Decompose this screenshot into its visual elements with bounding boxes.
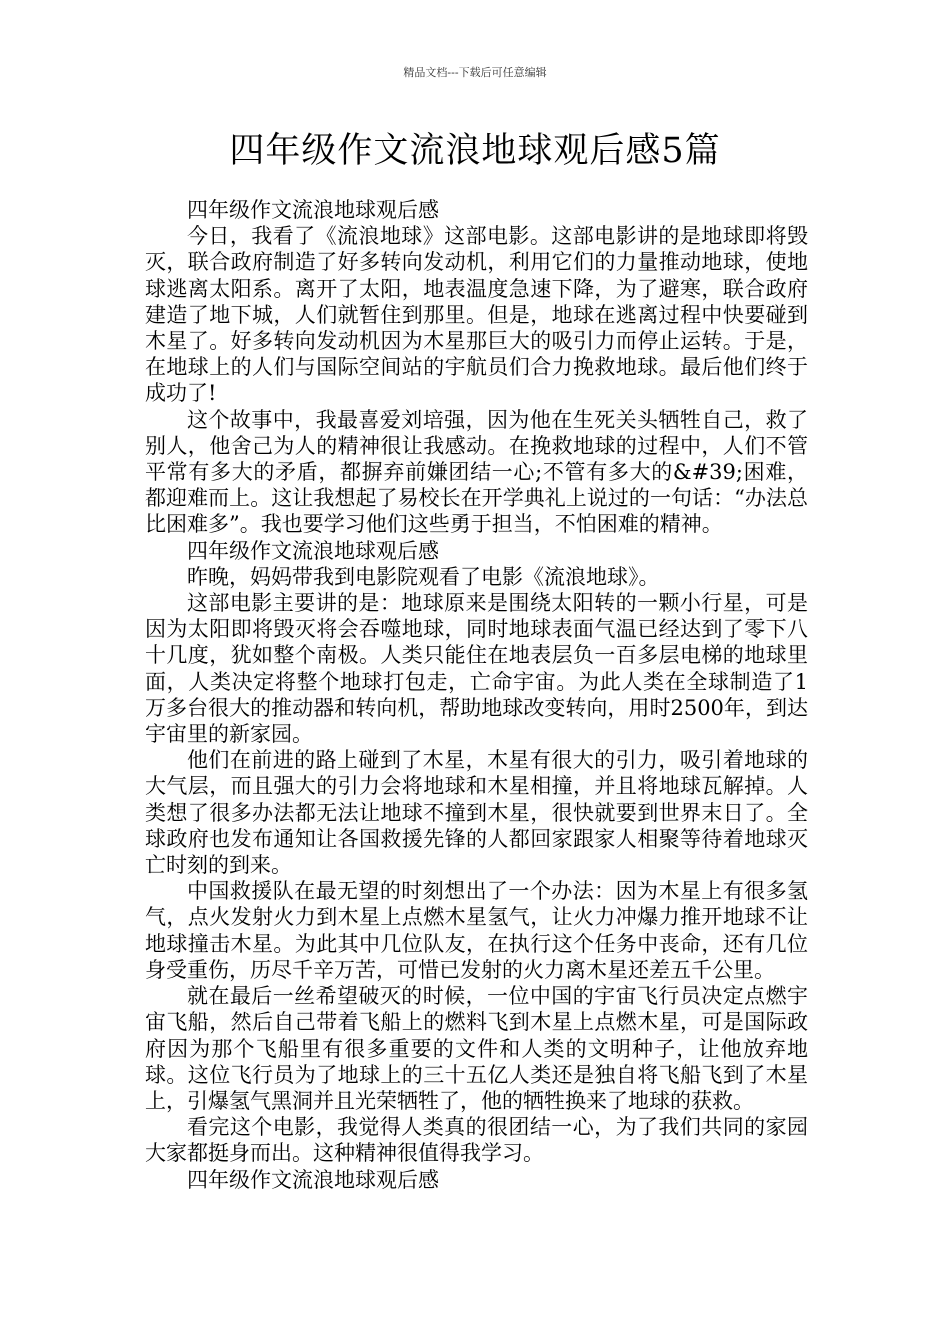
- paragraph-2: 今日，我看了《流浪地球》这部电影。这部电影讲的是地球即将毁灭，联合政府制造了好多转向发动机，利用它们的力量推动地球，使地球逃离太阳系。离开了太阳，地表温度急速下降，为了避寒，联合政府建造了地下城，人们就暂住到那里。但是，地球在逃离过程中快要碰到木星了。好多转向发动机因为木星那巨大的吸引力而停止运转。于是，在地球上的人们与国际空间站的宇航员们合力挽救地球。最后他们终于成功了!: [145, 224, 808, 406]
- paragraph-11: 四年级作文流浪地球观后感: [187, 1167, 439, 1192]
- page-header-note: 精品文档---下载后可任意编辑: [403, 66, 547, 79]
- paragraph-6: 这部电影主要讲的是：地球原来是围绕太阳转的一颗小行星，可是因为太阳即将毁灭将会吞噬地球，同时地球表面气温已经达到了零下八十几度，犹如整个南极。人类只能住在地表层负一百多层电梯的地球里面，人类决定将整个地球打包走，亡命宇宙。为此人类在全球制造了1万多台很大的推动器和转向机，帮助地球改变转向，用时2500年，到达宇宙里的新家园。: [145, 591, 808, 747]
- paragraph-9: 就在最后一丝希望破灭的时候，一位中国的宇宙飞行员决定点燃宇宙飞船，然后自己带着飞船上的燃料飞到木星上点燃木星，可是国际政府因为那个飞船里有很多重要的文件和人类的文明种子，让他放弃地球。这位飞行员为了地球上的三十五亿人类还是独自将飞船飞到了木星上，引爆氢气黑洞并且光荣牺牲了，他的牺牲换来了地球的获救。: [145, 984, 808, 1113]
- paragraph-10: 看完这个电影，我觉得人类真的很团结一心，为了我们共同的家园大家都挺身而出。这种精神很值得我学习。: [145, 1115, 808, 1166]
- paragraph-7: 他们在前进的路上碰到了木星，木星有很大的引力，吸引着地球的大气层，而且强大的引力会将地球和木星相撞，并且将地球瓦解掉。人类想了很多办法都无法让地球不撞到木星，很快就要到世界末日了。全球政府也发布通知让各国救援先锋的人都回家跟家人相聚等待着地球灭亡时刻的到来。: [145, 748, 808, 878]
- document-title: 四年级作文流浪地球观后感5篇: [229, 131, 721, 171]
- document-body: [145, 197, 808, 1193]
- paragraph-3: 这个故事中，我最喜爱刘培强，因为他在生死关头牺牲自己，救了别人，他舍己为人的精神很让我感动。在挽救地球的过程中，人们不管平常有多大的矛盾，都摒弃前嫌团结一心;不管有多大的&#39;困难，都迎难而上。这让我想起了易校长在开学典礼上说过的一句话：“办法总比困难多”。我也要学习他们这些勇于担当，不怕困难的精神。: [145, 407, 808, 537]
- paragraph-5: 昨晚，妈妈带我到电影院观看了电影《流浪地球》。: [187, 564, 660, 589]
- paragraph-1: 四年级作文流浪地球观后感: [187, 198, 439, 222]
- paragraph-4: 四年级作文流浪地球观后感: [187, 538, 439, 563]
- paragraph-8: 中国救援队在最无望的时刻想出了一个办法：因为木星上有很多氢气，点火发射火力到木星上点燃木星氢气，让火力冲爆力推开地球不让地球撞击木星。为此其中几位队友，在执行这个任务中丧命，还有几位身受重伤，历尽千辛万苦，可惜已发射的火力离木星还差五千公里。: [145, 879, 808, 982]
